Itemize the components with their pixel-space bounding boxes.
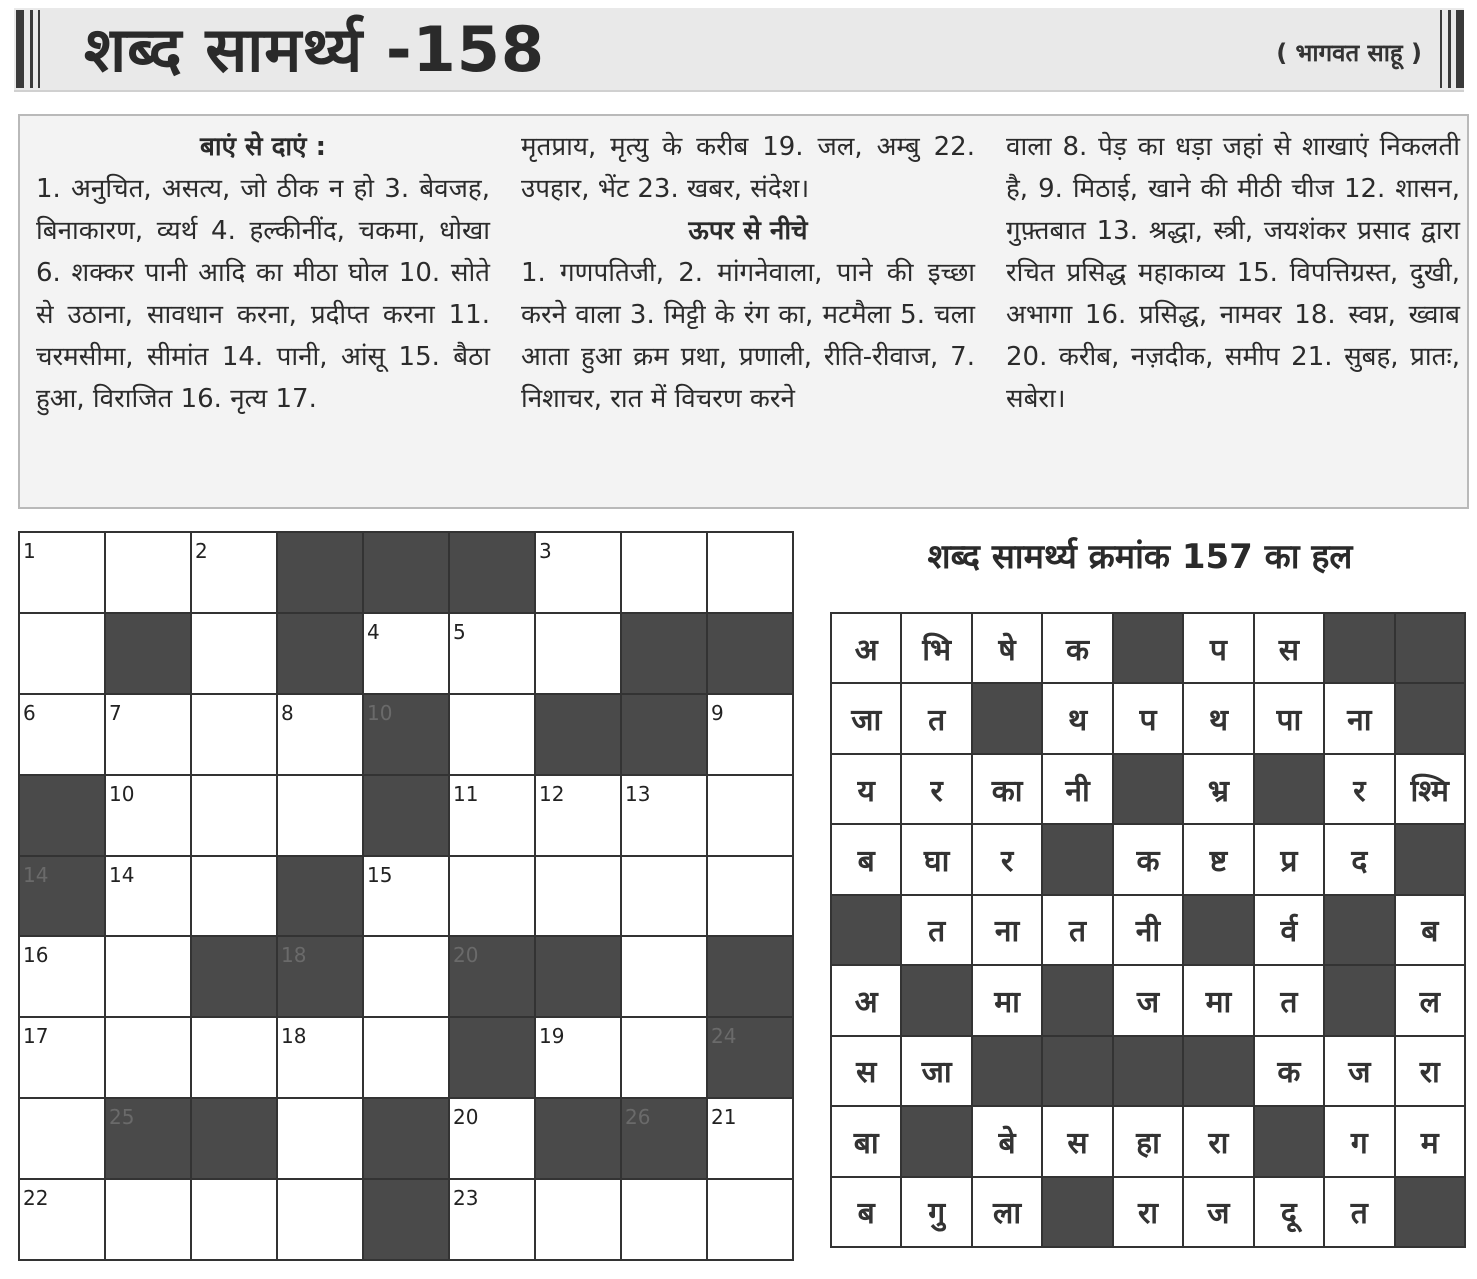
crossword-cell-blocked <box>364 776 448 855</box>
solution-cell-blocked <box>1114 614 1182 682</box>
solution-title: शब्द सामर्थ्य क्रमांक 157 का हल <box>927 537 1353 577</box>
solution-cell-blocked <box>1043 825 1111 893</box>
crossword-cell[interactable] <box>536 776 620 855</box>
solution-cell: स <box>1255 614 1323 682</box>
crossword-cell[interactable] <box>622 857 706 936</box>
crossword-cell-blocked <box>106 1099 190 1178</box>
header-left-bar-3 <box>38 10 40 88</box>
header-right-bar-3 <box>1456 10 1464 88</box>
solution-cell-blocked <box>1043 966 1111 1034</box>
clue-number: 23 <box>453 1186 479 1211</box>
clue-number: 16 <box>23 943 49 968</box>
down-clues-part-2: वाला 8. पेड़ का धड़ा जहां से शाखाएं निकलती है, 9. मिठाई, खाने की मीठी चीज 12. शासन, गुफ़्तबात 13. श्रद्धा, स्त्री, जयशंकर प्रसाद द्वारा रचित प्रसिद्ध महाकाव्य 15. विपत्तिग्रस्त, दुखी, अभागा 16. प्रसिद्ध, नामवर 18. स्वप्न, ख्वाब 20. करीब, नज़दीक, समीप 21. सुबह, प्रातः, सबेरा। <box>1006 132 1460 414</box>
solution-cell: भि <box>902 614 970 682</box>
solution-cell-blocked <box>832 896 900 964</box>
solution-cell-blocked <box>902 966 970 1034</box>
solution-cell: ज <box>1325 1037 1393 1105</box>
crossword-cell-blocked <box>708 614 792 693</box>
crossword-cell[interactable] <box>708 776 792 855</box>
crossword-cell[interactable] <box>536 614 620 693</box>
across-clues-part-2: मृतप्राय, मृत्यु के करीब 19. जल, अम्बु 22. उपहार, भेंट 23. खबर, संदेश। <box>521 132 975 204</box>
solution-cell: हा <box>1114 1107 1182 1175</box>
clue-number: 10 <box>367 700 393 725</box>
solution-cell: ना <box>1325 684 1393 752</box>
crossword-cell[interactable] <box>622 937 706 1016</box>
crossword-cell-blocked <box>278 857 362 936</box>
crossword-cell-blocked <box>622 695 706 774</box>
crossword-cell-blocked <box>708 937 792 1016</box>
crossword-cell[interactable] <box>708 1099 792 1178</box>
crossword-cell-blocked <box>364 1180 448 1259</box>
across-heading: बाएं से दाएं : <box>199 132 326 162</box>
solution-cell-blocked <box>973 684 1041 752</box>
solution-cell: भ्र <box>1184 755 1252 823</box>
crossword-cell-blocked <box>536 1099 620 1178</box>
crossword-cell[interactable] <box>278 1180 362 1259</box>
header-right-bar-1 <box>1440 10 1442 88</box>
clue-number: 20 <box>453 1105 479 1130</box>
crossword-cell-blocked <box>278 937 362 1016</box>
clue-number: 25 <box>109 1105 135 1130</box>
crossword-cell[interactable] <box>20 1180 104 1259</box>
clue-number: 12 <box>539 781 565 806</box>
solution-cell: त <box>902 684 970 752</box>
crossword-cell[interactable] <box>106 857 190 936</box>
solution-cell-blocked <box>1184 896 1252 964</box>
clue-number: 6 <box>23 700 36 725</box>
solution-cell-blocked <box>1255 755 1323 823</box>
solution-cell: बा <box>832 1107 900 1175</box>
crossword-cell-blocked <box>278 533 362 612</box>
solution-cell: मा <box>973 966 1041 1034</box>
solution-cell: ना <box>973 896 1041 964</box>
solution-cell-blocked <box>1043 1178 1111 1246</box>
crossword-cell[interactable] <box>622 776 706 855</box>
crossword-cell[interactable] <box>20 614 104 693</box>
solution-cell: ष्ट <box>1184 825 1252 893</box>
solution-cell: मा <box>1184 966 1252 1034</box>
clue-number: 13 <box>625 781 651 806</box>
crossword-cell-blocked <box>364 1099 448 1178</box>
page-header <box>14 8 1464 92</box>
crossword-cell-blocked <box>364 695 448 774</box>
clue-number: 22 <box>23 1186 49 1211</box>
crossword-cell[interactable] <box>364 1018 448 1097</box>
solution-cell: र <box>902 755 970 823</box>
crossword-grid[interactable] <box>18 531 794 1261</box>
solution-cell: त <box>1255 966 1323 1034</box>
solution-cell-blocked <box>1184 1037 1252 1105</box>
clue-number: 21 <box>711 1105 737 1130</box>
solution-cell: र <box>973 825 1041 893</box>
crossword-cell[interactable] <box>106 776 190 855</box>
crossword-cell[interactable] <box>20 695 104 774</box>
solution-cell: ल <box>1396 966 1464 1034</box>
solution-cell: र <box>1325 755 1393 823</box>
crossword-cell-blocked <box>20 857 104 936</box>
solution-cell: ला <box>973 1178 1041 1246</box>
clues-column-3 <box>1006 126 1460 420</box>
solution-cell: रा <box>1396 1037 1464 1105</box>
solution-cell-blocked <box>1325 896 1393 964</box>
crossword-cell-blocked <box>536 695 620 774</box>
crossword-cell[interactable] <box>106 695 190 774</box>
solution-cell: त <box>902 896 970 964</box>
clue-number: 2 <box>195 539 208 563</box>
clue-number: 8 <box>281 700 294 725</box>
solution-cell-blocked <box>1325 966 1393 1034</box>
crossword-cell[interactable] <box>708 695 792 774</box>
solution-cell: पा <box>1255 684 1323 752</box>
crossword-cell-blocked <box>364 533 448 612</box>
crossword-cell[interactable] <box>20 1099 104 1178</box>
clue-number: 4 <box>367 619 380 644</box>
crossword-cell[interactable] <box>106 533 190 612</box>
clue-number: 19 <box>539 1024 565 1049</box>
header-right-bar-2 <box>1448 10 1451 88</box>
crossword-cell[interactable] <box>450 1099 534 1178</box>
solution-cell: श्मि <box>1396 755 1464 823</box>
header-left-bar-2 <box>30 10 33 88</box>
clue-number: 1 <box>23 539 36 563</box>
solution-cell: प्र <box>1255 825 1323 893</box>
solution-cell: स <box>832 1037 900 1105</box>
clue-number: 5 <box>453 619 466 644</box>
clue-number: 17 <box>23 1024 49 1049</box>
solution-cell: ज <box>1184 1178 1252 1246</box>
crossword-cell[interactable] <box>708 1180 792 1259</box>
crossword-cell-blocked <box>192 937 276 1016</box>
crossword-cell[interactable] <box>450 1180 534 1259</box>
solution-cell-blocked <box>1114 755 1182 823</box>
crossword-cell-blocked <box>450 1018 534 1097</box>
crossword-cell[interactable] <box>450 614 534 693</box>
crossword-cell[interactable] <box>192 1018 276 1097</box>
crossword-cell-blocked <box>106 614 190 693</box>
solution-cell: क <box>1043 614 1111 682</box>
clue-number: 14 <box>109 862 135 887</box>
crossword-cell[interactable] <box>364 857 448 936</box>
crossword-cell[interactable] <box>192 533 276 612</box>
solution-cell: क <box>1255 1037 1323 1105</box>
crossword-cell[interactable] <box>192 1180 276 1259</box>
solution-cell: ब <box>832 825 900 893</box>
clue-number: 26 <box>625 1105 651 1130</box>
clue-number: 20 <box>453 943 479 968</box>
crossword-cell[interactable] <box>278 695 362 774</box>
solution-cell: का <box>973 755 1041 823</box>
crossword-cell[interactable] <box>536 533 620 612</box>
solution-cell: ब <box>1396 896 1464 964</box>
solution-cell: द <box>1325 825 1393 893</box>
solution-cell-blocked <box>1255 1107 1323 1175</box>
crossword-cell[interactable] <box>20 533 104 612</box>
solution-cell-blocked <box>1396 684 1464 752</box>
crossword-cell[interactable] <box>364 937 448 1016</box>
solution-cell-blocked <box>1396 614 1464 682</box>
author-credit: ( भागवत साहू ) <box>1276 39 1422 67</box>
crossword-cell[interactable] <box>106 1018 190 1097</box>
clue-number: 11 <box>453 781 479 806</box>
clue-number: 10 <box>109 781 135 806</box>
crossword-cell-blocked <box>708 1018 792 1097</box>
solution-cell-blocked <box>973 1037 1041 1105</box>
clue-number: 7 <box>109 700 122 725</box>
solution-cell: त <box>1325 1178 1393 1246</box>
solution-cell: क <box>1114 825 1182 893</box>
solution-grid <box>830 612 1466 1248</box>
clue-number: 14 <box>23 862 49 887</box>
solution-cell: घा <box>902 825 970 893</box>
crossword-cell-blocked <box>622 1099 706 1178</box>
crossword-cell[interactable] <box>20 937 104 1016</box>
solution-cell: रा <box>1184 1107 1252 1175</box>
crossword-cell[interactable] <box>278 776 362 855</box>
solution-cell: थ <box>1184 684 1252 752</box>
crossword-cell[interactable] <box>622 1018 706 1097</box>
solution-cell: जा <box>832 684 900 752</box>
header-left-bar-1 <box>16 10 24 88</box>
crossword-cell[interactable] <box>622 533 706 612</box>
clue-number: 3 <box>539 539 552 563</box>
clue-number: 24 <box>711 1024 737 1049</box>
across-clues-part-1: 1. अनुचित, असत्य, जो ठीक न हो 3. बेवजह, बिनाकारण, व्यर्थ 4. हल्कीनींद, चकमा, धोखा 6. शक्कर पानी आदि का मीठा घोल 10. सोते से उठाना, सावधान करना, प्रदीप्त करना 11. चरमसीमा, सीमांत 14. पानी, आंसू 15. बैठा हुआ, विराजित 16. नृत्य 17. <box>36 174 490 414</box>
solution-cell: स <box>1043 1107 1111 1175</box>
solution-cell: प <box>1184 614 1252 682</box>
crossword-cell[interactable] <box>708 533 792 612</box>
crossword-cell-blocked <box>536 937 620 1016</box>
crossword-cell[interactable] <box>192 857 276 936</box>
solution-cell: ब <box>832 1178 900 1246</box>
clues-panel <box>18 114 1469 509</box>
clue-number: 9 <box>711 700 724 725</box>
crossword-cell[interactable] <box>106 1180 190 1259</box>
crossword-cell[interactable] <box>536 857 620 936</box>
solution-cell-blocked <box>1043 1037 1111 1105</box>
solution-cell: त <box>1043 896 1111 964</box>
crossword-cell[interactable] <box>192 614 276 693</box>
crossword-cell[interactable] <box>622 1180 706 1259</box>
crossword-cell-blocked <box>622 614 706 693</box>
clues-column-2 <box>521 126 975 420</box>
down-clues-part-1: 1. गणपतिजी, 2. मांगनेवाला, पाने की इच्छा करने वाला 3. मिट्टी के रंग का, मटमैला 5. चला आता हुआ क्रम प्रथा, प्रणाली, रीति-रीवाज, 7. निशाचर, रात में विचरण करने <box>521 258 975 414</box>
solution-cell-blocked <box>1114 1037 1182 1105</box>
solution-cell: अ <box>832 966 900 1034</box>
crossword-cell-blocked <box>278 614 362 693</box>
crossword-cell[interactable] <box>708 857 792 936</box>
crossword-cell[interactable] <box>450 776 534 855</box>
crossword-cell-blocked <box>20 776 104 855</box>
solution-cell: बे <box>973 1107 1041 1175</box>
crossword-cell[interactable] <box>106 937 190 1016</box>
crossword-cell[interactable] <box>364 614 448 693</box>
solution-cell: म <box>1396 1107 1464 1175</box>
solution-cell-blocked <box>902 1107 970 1175</box>
crossword-cell-blocked <box>192 1099 276 1178</box>
crossword-cell[interactable] <box>192 695 276 774</box>
solution-cell: थ <box>1043 684 1111 752</box>
crossword-cell[interactable] <box>278 1099 362 1178</box>
crossword-cell[interactable] <box>536 1018 620 1097</box>
page-title: शब्द सामर्थ्य -158 <box>84 13 545 86</box>
clue-number: 18 <box>281 1024 307 1049</box>
solution-cell: अ <box>832 614 900 682</box>
crossword-cell[interactable] <box>450 695 534 774</box>
clues-column-1 <box>36 126 490 420</box>
crossword-cell-blocked <box>450 533 534 612</box>
solution-cell: नी <box>1114 896 1182 964</box>
solution-cell: प <box>1114 684 1182 752</box>
clue-number: 15 <box>367 862 393 887</box>
solution-cell-blocked <box>1396 1178 1464 1246</box>
crossword-cell[interactable] <box>278 1018 362 1097</box>
solution-cell: रा <box>1114 1178 1182 1246</box>
crossword-cell[interactable] <box>450 857 534 936</box>
solution-cell: र्व <box>1255 896 1323 964</box>
solution-cell: दू <box>1255 1178 1323 1246</box>
solution-cell-blocked <box>1325 614 1393 682</box>
crossword-cell-blocked <box>450 937 534 1016</box>
crossword-cell[interactable] <box>536 1180 620 1259</box>
solution-cell: ज <box>1114 966 1182 1034</box>
down-heading: ऊपर से नीचे <box>688 216 808 246</box>
solution-cell: ग <box>1325 1107 1393 1175</box>
crossword-cell[interactable] <box>192 776 276 855</box>
solution-cell: य <box>832 755 900 823</box>
solution-cell: नी <box>1043 755 1111 823</box>
solution-cell: गु <box>902 1178 970 1246</box>
solution-cell-blocked <box>1396 825 1464 893</box>
crossword-cell[interactable] <box>20 1018 104 1097</box>
solution-cell: षे <box>973 614 1041 682</box>
solution-cell: जा <box>902 1037 970 1105</box>
clue-number: 18 <box>281 943 307 968</box>
